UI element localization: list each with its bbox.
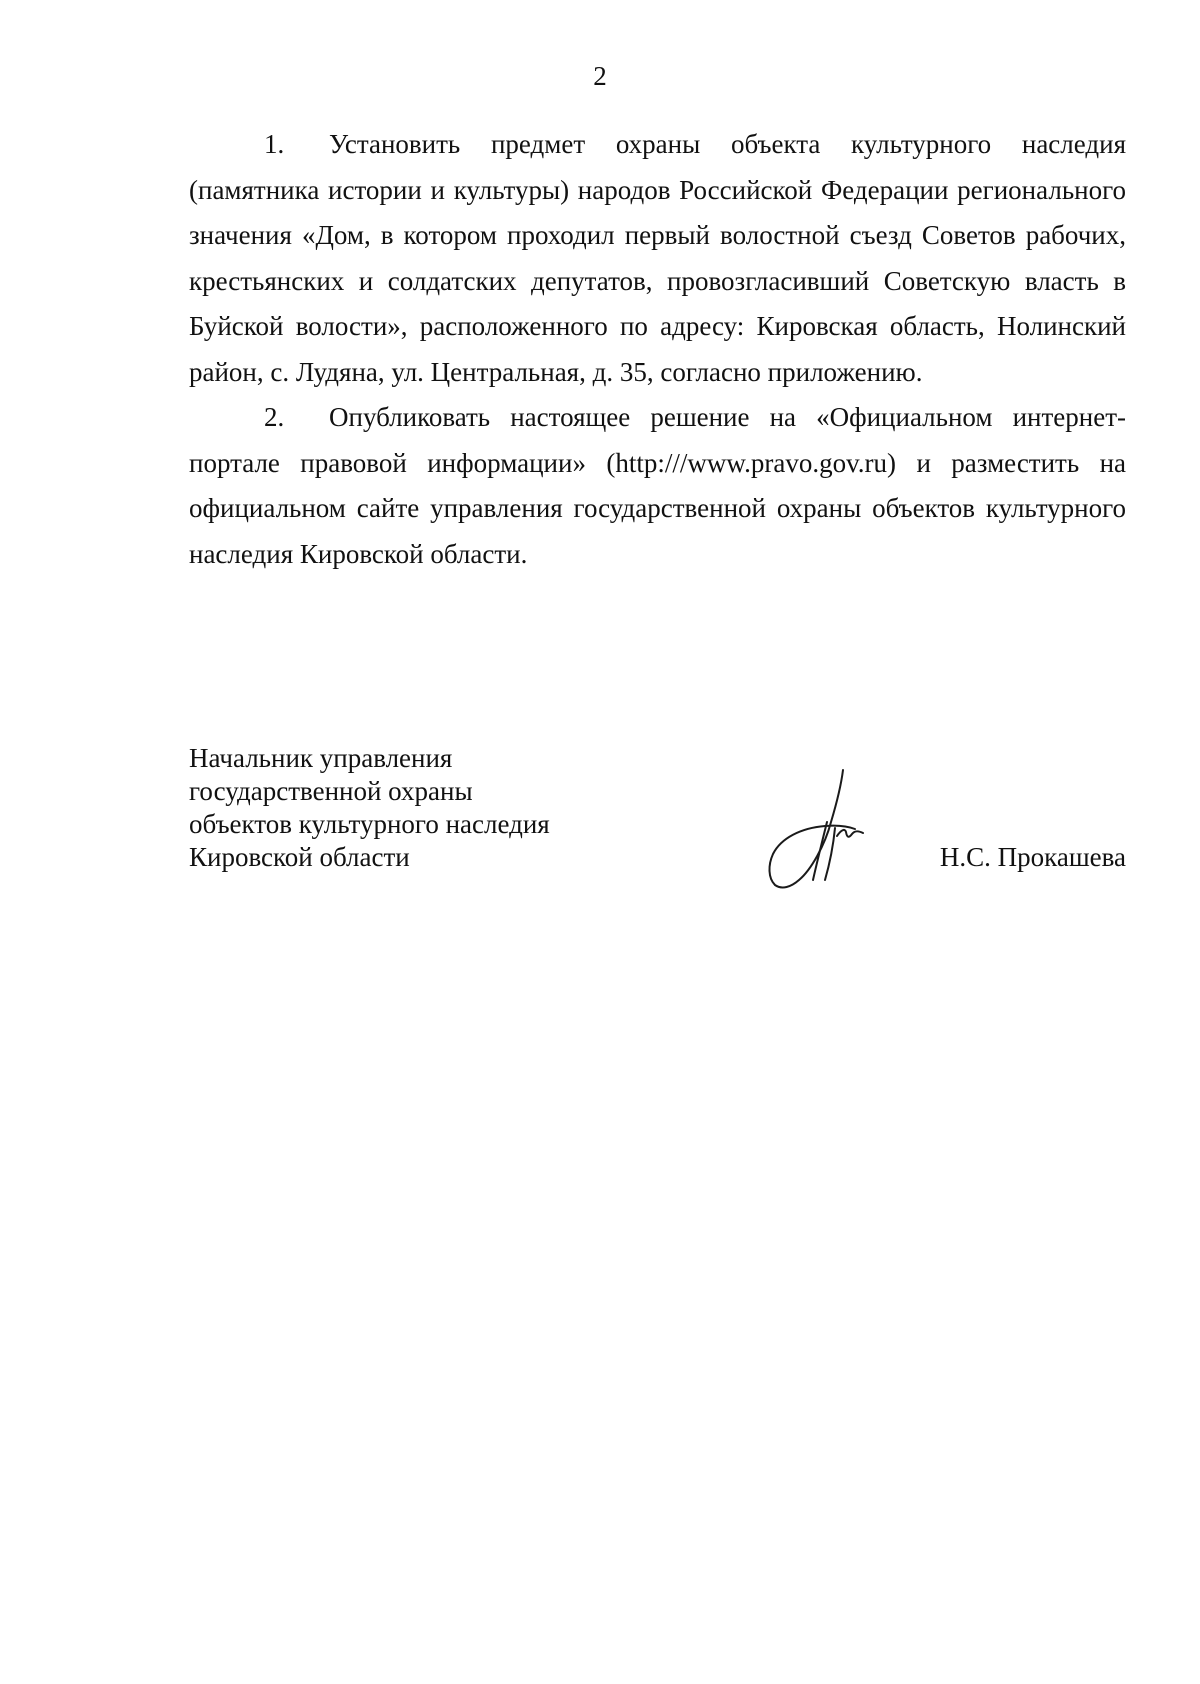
handwritten-signature bbox=[725, 750, 885, 910]
document-body bbox=[189, 122, 1126, 577]
paragraph-1 bbox=[189, 122, 1126, 395]
paragraph-text: Опубликовать настоящее решение на «Официальном интернет-портале правовой информации» (http:///www.pravo.gov.ru) и разместить на официальном сайте управления государственной охраны объектов культурного наследия Кировской области. bbox=[189, 402, 1126, 569]
signer-position bbox=[189, 742, 550, 874]
paragraph-number: 1. bbox=[264, 129, 285, 159]
paragraph-text: Установить предмет охраны объекта культурного наследия (памятника истории и культуры) народов Российской Федерации регионального значения «Дом, в котором проходил первый волостной съезд Советов рабочих, крестьянских и солдатских депутатов, провозгласивший Советскую власть в Буйской волости», расположенного по адресу: Кировская область, Нолинский район, с. Лудяна, ул. Центральная, д. 35, согласно приложению. bbox=[189, 129, 1126, 387]
page-number: 2 bbox=[593, 61, 607, 91]
paragraph-number: 2. bbox=[264, 402, 285, 432]
signature-block bbox=[189, 742, 1126, 912]
position-line: государственной охраны bbox=[189, 776, 473, 806]
position-line: Начальник управления bbox=[189, 743, 453, 773]
signer-name: Н.С. Прокашева bbox=[939, 842, 1126, 872]
paragraph-2 bbox=[189, 395, 1126, 577]
position-line: объектов культурного наследия bbox=[189, 809, 550, 839]
position-line: Кировской области bbox=[189, 842, 410, 872]
